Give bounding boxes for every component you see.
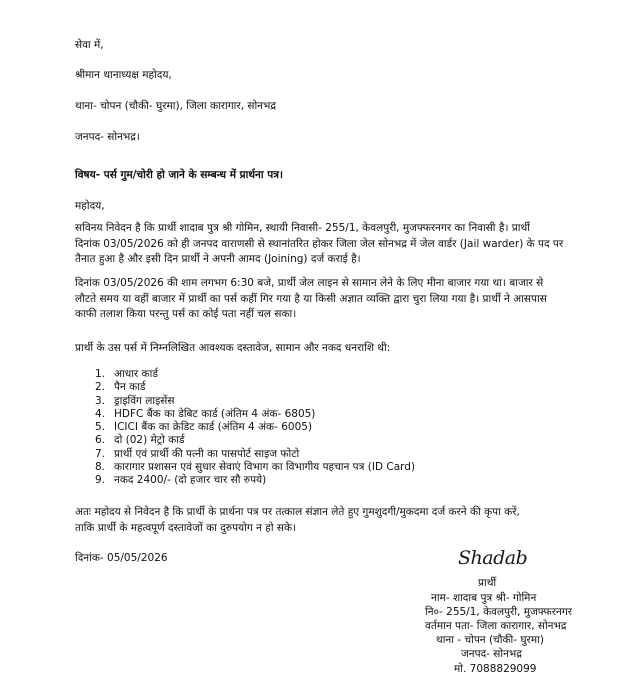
- paragraph-line: सविनय निवेदन है कि प्रार्थी शादाब पुत्र श्री गोमिन, स्थायी निवासी- 255/1, केवलपुरी, मुजफ्फरनगर का निवासी है। प्रार्थी: [75, 222, 530, 234]
- list-item: 8. कारागार प्रशासन एवं सुधार सेवाएं विभाग का विभागीय पहचान पत्र (ID Card): [95, 461, 416, 474]
- list-item: 7. प्रार्थी एवं प्रार्थी की पत्नी का पासपोर्ट साइज फोटो: [95, 447, 300, 460]
- paragraph-line: लौटते समय या वहीं बाजार में प्रार्थी का पर्स कहीं गिर गया है या किसी अज्ञात व्यक्ति द्वारा चुरा लिया गया है। प्रार्थी ने आसपास: [75, 292, 547, 305]
- letter-date: दिनांक- 05/05/2026: [75, 552, 168, 564]
- sender-name: नाम- शादाब पुत्र श्री- गोमिन: [431, 592, 537, 604]
- paragraph-line: ताकि प्रार्थी के महत्वपूर्ण दस्तावेजों का दुरुपयोग न हो सके।: [75, 521, 297, 534]
- paragraph-line: तैनात हुआ है और इसी दिन प्रार्थी ने अपनी आमद (Joining) दर्ज कराई है।: [75, 253, 361, 265]
- salutation-officer: श्रीमान थानाध्यक्ष महोदय,: [75, 69, 172, 81]
- list-item: 3. ड्राइविंग लाइसेंस: [95, 394, 175, 407]
- salutation-to: सेवा में,: [75, 39, 104, 51]
- paragraph-line: दिनांक 03/05/2026 की शाम लगभग 6:30 बजे, प्रार्थी जेल लाइन से सामान लेने के लिए मीना बाजार गया था। बाजार से: [75, 277, 544, 289]
- sender-district: जनपद- सोनभद्र: [461, 648, 522, 660]
- list-item: 6. दो (02) मेट्रो कार्ड: [95, 434, 185, 447]
- paragraph-line: काफी तलाश किया परन्तु पर्स का कोई पता नहीं चल सका।: [75, 308, 297, 320]
- list-item: 5. ICICI बैंक का क्रेडिट कार्ड (अंतिम 4 अंक- 6005): [95, 421, 313, 434]
- list-item: 1. आधार कार्ड: [95, 368, 158, 380]
- signature-block: [0, 540, 640, 697]
- sender-mobile: मो. 7088829099: [454, 663, 537, 675]
- handwritten-signature: Shadab: [458, 547, 528, 569]
- list-intro: प्रार्थी के उस पर्स में निम्नलिखित आवश्यक दस्तावेज, सामान और नकद धनराशि थी:: [75, 342, 391, 354]
- sender-current-address: वर्तमान पता- जिला कारागार, सोनभद्र: [425, 620, 567, 632]
- sender-address: नि०- 255/1, केवलपुरी, मुजफ्फरनगर: [425, 606, 573, 618]
- paragraph-3: [75, 505, 520, 536]
- sender-station: थाना - चोपन (चौकी- घुरमा): [436, 634, 544, 646]
- paragraph-line: अतः महोदय से निवेदन है कि प्रार्थी के प्रार्थना पत्र पर तत्काल संज्ञान लेते हुए गुमशुदगी/मुकदमा दर्ज करने की कृपा करें,: [75, 506, 520, 518]
- paragraph-2: [75, 276, 547, 323]
- item-list: [75, 368, 415, 488]
- paragraph-1: [75, 221, 563, 268]
- salutation-district: जनपद- सोनभद्र।: [75, 131, 140, 143]
- paragraph-line: दिनांक 03/05/2026 को ही जनपद वाराणसी से स्थानांतरित होकर जिला जेल सोनभद्र में जेल वार्डर (Jail warder) के पद पर: [75, 237, 564, 250]
- sender-title: प्रार्थी: [478, 577, 497, 589]
- list-item: 2. पैन कार्ड: [95, 381, 146, 394]
- salutation-station: थाना- चोपन (चौकी- घुरमा), जिला कारागार, सोनभद्र: [75, 100, 276, 112]
- subject-line: विषय- पर्स गुम/चोरी हो जाने के सम्बन्ध में प्रार्थना पत्र।: [75, 169, 283, 181]
- list-item: 9. नकद 2400/- (दो हजार चार सौ रुपये): [95, 474, 267, 487]
- greeting: महोदय,: [75, 200, 105, 212]
- list-item: 4. HDFC बैंक का डेबिट कार्ड (अंतिम 4 अंक- 6805): [95, 407, 316, 420]
